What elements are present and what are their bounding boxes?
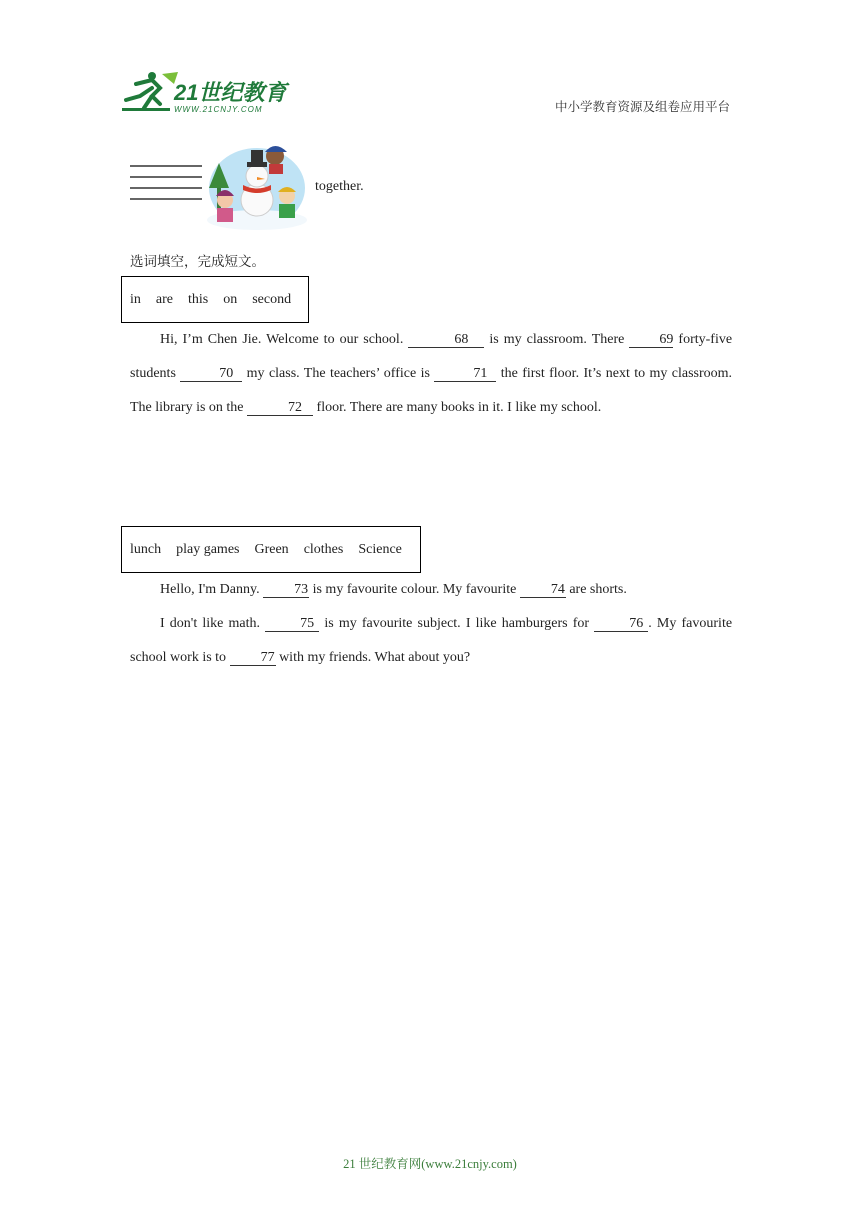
passage-text: are shorts. (569, 582, 627, 597)
passage-text: with my friends. What about you? (279, 650, 471, 665)
word-bank-2 (121, 526, 421, 573)
word-option: lunch (130, 541, 162, 557)
snowman-children-image (205, 138, 310, 230)
runner-icon (126, 72, 178, 108)
passage-text: my class. The teachers’ office is (246, 366, 430, 381)
answer-lines (130, 165, 202, 209)
footer-text: 21 世纪教育网(www.21cnjy.com) (343, 1157, 517, 1171)
word-option: Science (358, 541, 402, 557)
blank-75: 75 (265, 617, 319, 632)
passage-text: Hi, I’m Chen Jie. Welcome to our school. (160, 332, 404, 347)
passage-text: is my favourite subject. I like hamburgers for (324, 616, 590, 631)
word-option: are (155, 291, 173, 307)
word-option: Green (254, 541, 289, 557)
logo-url: WWW.21CNJY.COM (174, 105, 263, 114)
passage-text: is my favourite colour. My favourite (312, 582, 517, 597)
passage-2 (130, 573, 732, 675)
blank-68: 68 (408, 333, 484, 348)
blank-71: 71 (434, 367, 496, 382)
blank-69: 69 (629, 333, 673, 348)
word-option: in (130, 291, 141, 307)
word-bank-1 (121, 276, 309, 323)
passage-text: floor. There are many books in it. I like my school. (316, 400, 602, 415)
passage-text: the first floor. It’s next to my classroom. The library is on the (130, 366, 733, 415)
sentence-word: together. (315, 179, 364, 194)
word-option: second (252, 291, 292, 307)
passage-text: is my classroom. There (489, 332, 625, 347)
blank-76: 76 (594, 617, 648, 632)
passage-text: . My favourite school work is to (130, 616, 733, 665)
blank-77: 77 (230, 651, 276, 666)
header-tagline: 中小学教育资源及组卷应用平台 (554, 99, 730, 114)
logo-text: 21世纪教育 (174, 80, 287, 105)
word-option: clothes (303, 541, 344, 557)
word-option: this (187, 291, 209, 307)
word-option: on (223, 291, 238, 307)
blank-73: 73 (263, 583, 309, 598)
blank-72: 72 (247, 401, 313, 416)
logo (122, 70, 292, 115)
blank-74: 74 (520, 583, 566, 598)
blank-70: 70 (180, 367, 242, 382)
passage-text: forty-five students (130, 332, 733, 381)
passage-text: Hello, I'm Danny. (160, 582, 260, 597)
passage-text: I don't like math. (160, 616, 261, 631)
section-instruction: 选词填空，完成短文。 (130, 254, 265, 270)
word-option: play games (176, 541, 240, 557)
passage-1 (130, 323, 732, 425)
